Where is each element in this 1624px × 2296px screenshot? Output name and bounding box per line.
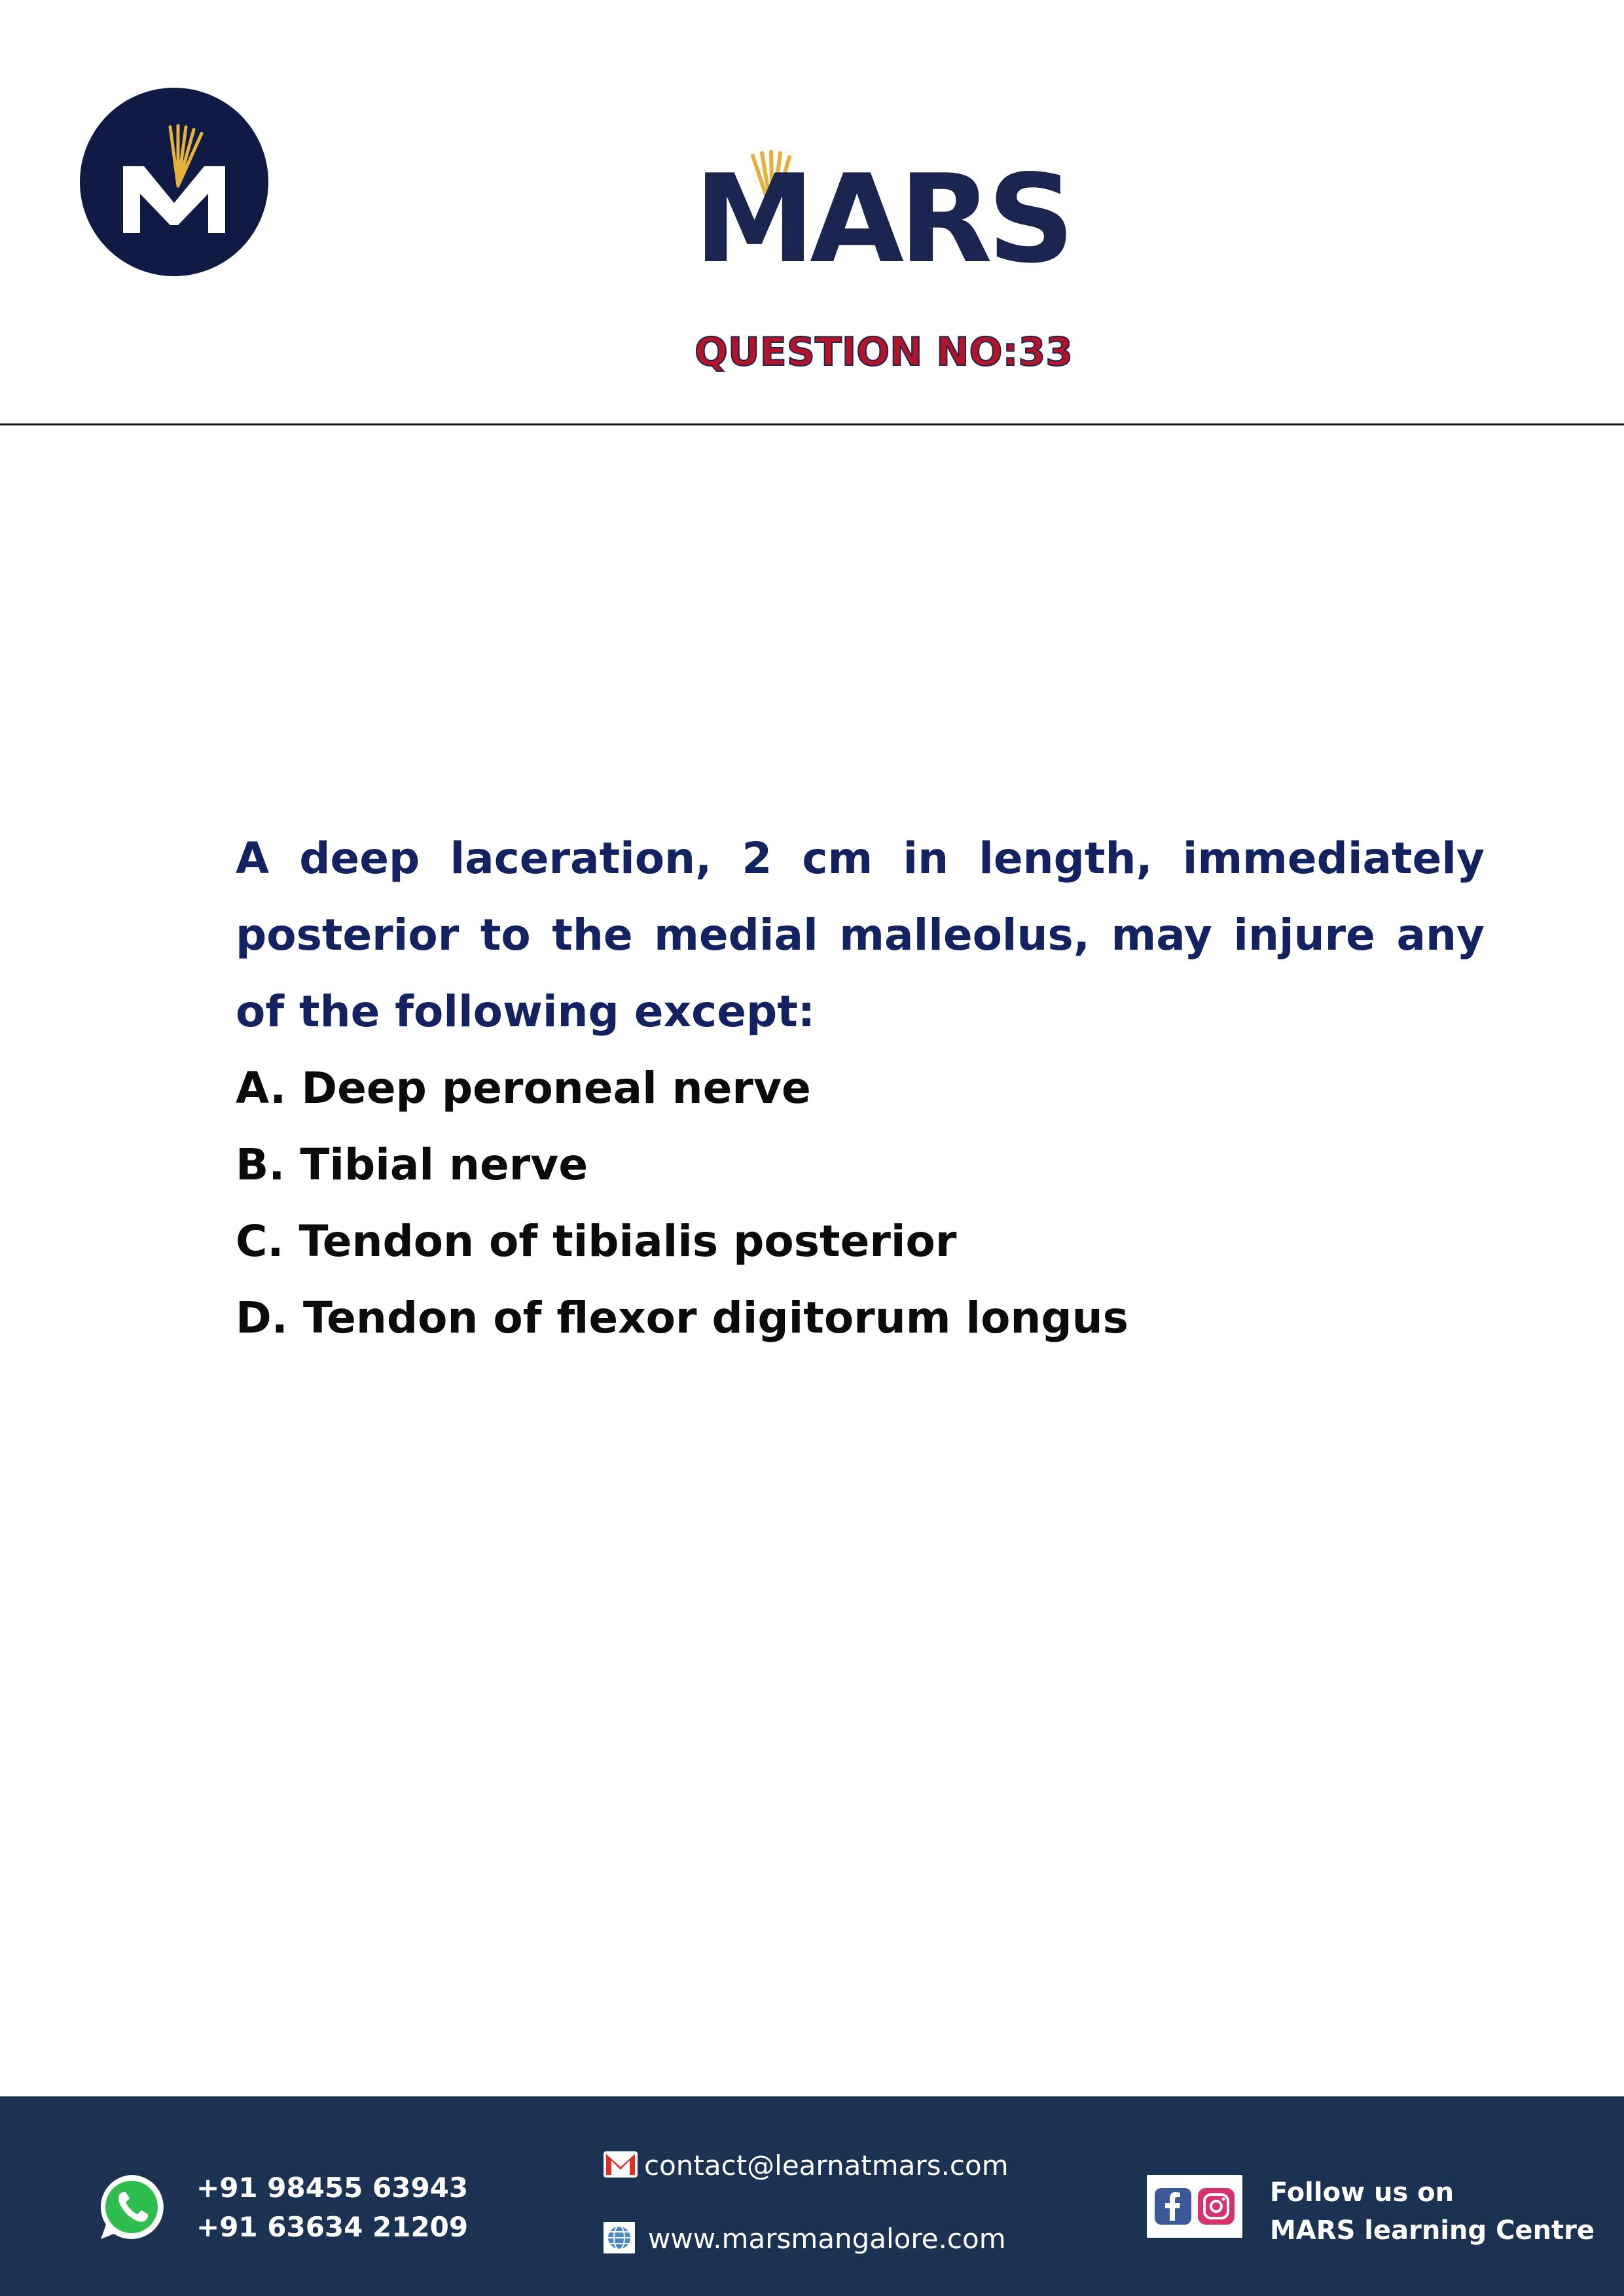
footer-bar xyxy=(0,2096,1624,2296)
option-b: B. Tibial nerve xyxy=(236,1139,588,1190)
option-a: A. Deep peroneal nerve xyxy=(236,1063,811,1113)
instagram-icon[interactable] xyxy=(1198,2188,1235,2225)
header-divider xyxy=(0,423,1624,425)
question-number: QUESTION NO:33 xyxy=(695,329,1073,375)
social-icons xyxy=(1147,2175,1242,2238)
follow-us xyxy=(1270,2174,1595,2250)
website-link[interactable]: www.marsmangalore.com xyxy=(648,2223,1006,2255)
option-d: D. Tendon of flexor digitorum longus xyxy=(236,1293,1128,1343)
phone-numbers xyxy=(196,2168,468,2247)
mars-monogram-logo xyxy=(80,88,268,276)
mail-icon xyxy=(604,2151,638,2178)
question-stem: A deep laceration, 2 cm in length, immediately posterior to the medial malleolus, may injure any of the following except: xyxy=(236,833,1485,1037)
globe-icon xyxy=(604,2222,635,2253)
phone-number-1[interactable]: +91 98455 63943 xyxy=(196,2172,469,2204)
follow-us-label: Follow us on xyxy=(1270,2178,1454,2208)
social-account-name[interactable]: MARS learning Centre xyxy=(1270,2215,1595,2246)
contact-email[interactable]: contact@learnatmars.com xyxy=(644,2149,1009,2181)
brand-wordmark: MARS xyxy=(694,148,1070,290)
whatsapp-icon[interactable] xyxy=(96,2171,168,2243)
brand-logo xyxy=(694,148,1070,290)
answer-options xyxy=(236,1050,1485,1356)
facebook-icon[interactable] xyxy=(1155,2188,1191,2225)
option-c: C. Tendon of tibialis posterior xyxy=(236,1216,957,1266)
phone-number-2[interactable]: +91 63634 21209 xyxy=(196,2211,469,2243)
